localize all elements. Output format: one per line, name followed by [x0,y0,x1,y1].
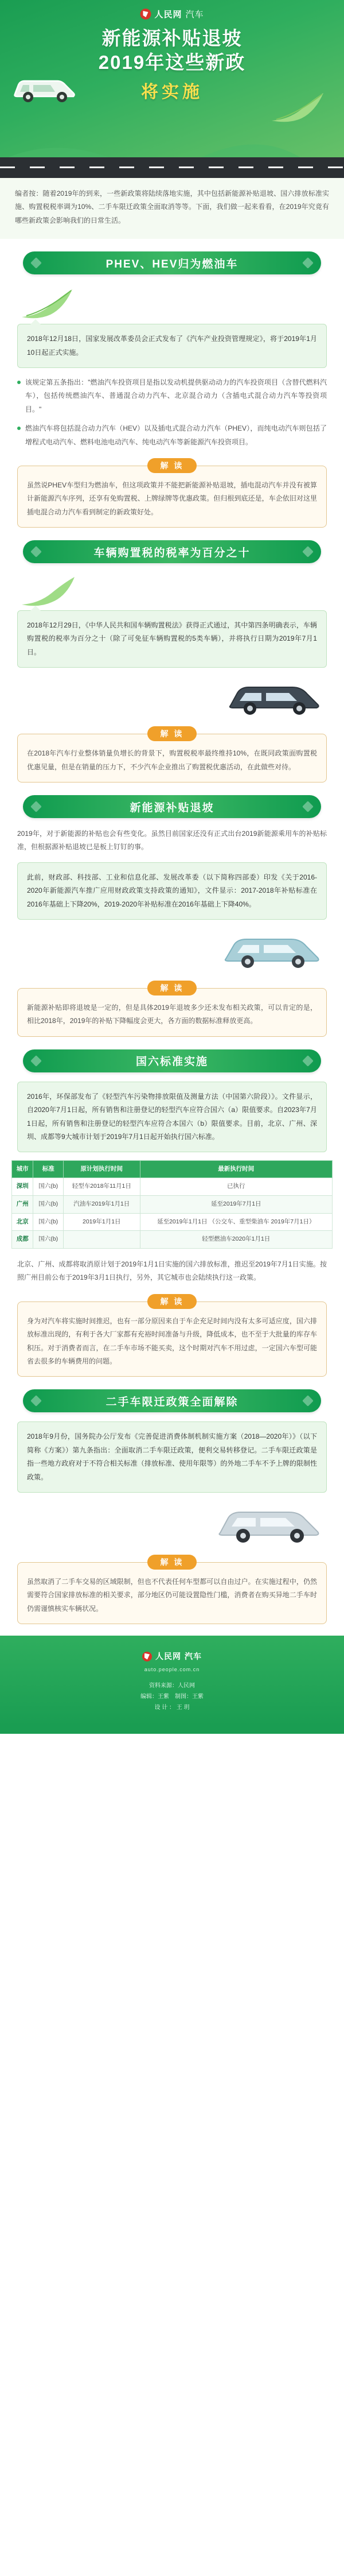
interpretation-guoliu [17,1294,327,1377]
table-row [12,1178,333,1196]
table-cell-standard: 国六(b) [33,1178,64,1196]
page-footer [0,1636,344,1726]
table-header-cell: 原计划执行时间 [63,1161,140,1178]
quote-box-phev: 2018年12月18日，国家发展改革委员会正式发布了《汽车产业投资管理规定》，将于2019年1月10日起正式实施。 [17,324,327,368]
emission-standard-table [11,1160,333,1249]
table-row [12,1231,333,1249]
quote-box-guoliu: 2016年，环保部发布了《轻型汽车污染物排放限值及测量方法（中国第六阶段）》。文件显示，自2020年7月1日起，所有销售和注册登记的轻型汽车应符合国六（a）限值要求。自2023年7月1日起，所有销售和注册登记的轻型汽车应符合本国六（b）限值要求。目前，北京、广州、深圳、成都等9大城市计划于2019年7月1日起开始执行国六标准。 [17,1082,327,1153]
list-item: 该规定第五条指出："燃油汽车投资项目是指以发动机提供驱动动力的汽车投资项目（含替代燃料汽车），包括传统燃油汽车、普通混合动力汽车、北京混合动力（含插电式混合动力汽车等投资项目。" [17,376,327,416]
table-cell-latest-date: 延至2019年7月1日 [140,1195,332,1213]
illustration-row-usedcar [0,1501,344,1545]
table-cell-city: 成都 [12,1231,33,1249]
table-cell-latest-date: 已执行 [140,1178,332,1196]
car-illustration-icon [218,928,327,971]
section-title-usedcar: 二手车限迁政策全面解除 [23,1389,321,1412]
interpretation-usedcar [17,1555,327,1624]
emission-standard-table-wrapper [11,1160,333,1249]
footer-logo-sub: 汽车 [185,1652,202,1661]
table-cell-city: 北京 [12,1213,33,1231]
section-title-purchase-tax: 车辆购置税的税率为百分之十 [23,540,321,563]
bullet-list-phev [17,376,327,449]
table-header-row [12,1161,333,1178]
header-logo [140,8,204,20]
illustration-row-tax-car [0,676,344,717]
interpretation-text: 虽然说PHEV车型归为燃油车，但这项政策并不能把新能源补贴退坡，插电混动汽车并没有被算计新能源汽车序列，还享有免购置税、上牌绿牌等优惠政策。但归根到底还是，车企依旧对这里插电混合动力汽车看到制定的新政策好处。 [17,466,327,528]
quote-box-subsidy: 此前，财政部、科技部、工业和信息化部、发展改革委（以下简称四部委）印发《关于2016-2020年新能源汽车推广应用财政政策支持政策的通知》，文件显示：2017-2018年补贴标准在2016年基础上下降20%，2019-2020年补贴标准在2016年基础上下降40%。 [17,862,327,920]
footer-credits [0,1680,344,1713]
interpretation-label: 解 读 [147,1294,197,1309]
lead-paragraph-subsidy: 2019年，对于新能源的补贴也会有些变化。虽然目前国家还没有正式出台2019新能源乘用车的补贴标准，但根据源补贴退坡已是板上钉钉的事。 [17,830,327,851]
car-illustration-icon [224,676,327,717]
quote-box-purchase-tax: 2018年12月29日，《中华人民共和国车辆购置税法》获得正式通过，其中第四条明确表示，车辆购置税的税率为百分之十（除了可免征车辆购置税的5类车辆），并将执行日期为2019年7月1日。 [17,610,327,668]
table-cell-standard: 国六(b) [33,1195,64,1213]
section-title-phev: PHEV、HEV归为燃油车 [23,251,321,274]
interpretation-label: 解 读 [147,458,197,473]
title-line-1: 新能源补贴退坡 [101,28,243,49]
credit-line: 编辑：王紫 制图：王紫 [140,1694,204,1700]
title-line-2: 2019年这些新政 [98,51,246,73]
interpretation-subsidy [17,981,327,1037]
interpretation-text: 身为对汽车将实施时间推迟，也有一部分原因来自于车企充足时间内没有太多可适应度，国六排放标准出现的，有利于各大厂家都有充裕时间准备与升级，降低成本，也不至于大批量的库存车积压。对于消费者而言，在二手车市场不能买卖，这个时期对汽车不用过虑，一定国六车型可能省去很多的车辆费用的问题。 [17,1301,327,1377]
interpretation-text: 虽然取消了二手车交易的区域限制，但也不代表任何车型都可以自由过户。在实施过程中，仍然需要符合国家排放标准的相关要求，部分地区仍可能设置隐性门槛，消费者在购买异地二手车时仍需谨慎核实车辆状况。 [17,1562,327,1624]
header-road-decoration [0,157,344,178]
interpretation-label: 解 读 [147,1555,197,1570]
footer-logo [0,1651,344,1662]
illustration-row-phev [0,284,344,324]
car-illustration-icon [212,1501,327,1545]
interpretation-purchase-tax [17,726,327,783]
page-title [0,26,344,103]
quote-box-usedcar: 2018年9月份，国务院办公厅发布《完善促进消费体制机制实施方案（2018—2020年）》（以下简称《方案》）第九条指出：全面取消二手车限迁政策，便利交易转移登记。二手车限迁政策是指一些地方政府对于不符合相关标准（排放标准、使用年限等）的外地二手车不予上牌的限制性政策。 [17,1421,327,1493]
paragraph-guoliu: 北京、广州、成都将取消原计划于2019年1月1日实施的国六排放标准，推迟至2019年7月1日实施。按照广州目前公布于2019年3月1日执行，另外，其它城市也会陆续执行这一政策。 [17,1260,327,1282]
interpretation-phev [17,458,327,528]
page-header [0,0,344,178]
table-row [12,1213,333,1231]
people-cn-logo-icon [140,9,151,20]
table-cell-standard: 国六(b) [33,1231,64,1249]
list-item: 燃油汽车将包括混合动力汽车（HEV）以及插电式混合动力汽车（PHEV），而纯电动汽车则包括了增程式电动汽车、燃料电池电动汽车、纯电动汽车等新能源汽车投资项目。 [17,422,327,449]
table-cell-original-date [63,1231,140,1249]
table-header-cell: 最新执行时间 [140,1161,332,1178]
table-cell-latest-date: 轻型燃油车2020年1月1日 [140,1231,332,1249]
interpretation-text: 新能源补贴即将退坡是一定的，但是具体2019年退坡多少还未发布相关政策，可以肯定的是，相比2018年，2019年的补贴下降幅度会更大，各方面的数据标准释放更高。 [17,988,327,1037]
section-title-subsidy: 新能源补贴退坡 [23,795,321,818]
table-cell-original-date: 汽油车2019年1月1日 [63,1195,140,1213]
illustration-row-subsidy-car [0,928,344,971]
table-row [12,1195,333,1213]
table-cell-city: 广州 [12,1195,33,1213]
table-cell-original-date: 轻型车2018年11月1日 [63,1178,140,1196]
table-header-cell: 城市 [12,1161,33,1178]
interpretation-label: 解 读 [147,981,197,995]
table-cell-latest-date: 延至2019年1月1日 （公交车、重型柴油车 2019年7月1日） [140,1213,332,1231]
footer-bottom-band [0,1726,344,1734]
leaf-icon [17,284,80,324]
table-cell-standard: 国六(b) [33,1213,64,1231]
section-title-guoliu: 国六标准实施 [23,1049,321,1072]
editor-note: 编者按：随着2019年的到来，一些新政策将陆续落地实施，其中包括新能源补贴退坡、国六排放标准实施、购置税税率调为10%、二手车限迁政策全面取消等等。下面，我们做一起来看看，在2019年究竟有哪些新政策会影响我们的日常生活。 [0,178,344,239]
credit-line: 资料来源：人民网 [149,1683,195,1690]
people-cn-logo-icon [142,1652,152,1661]
interpretation-text: 在2018年汽车行业整体销量负增长的背景下，购置税税率最终维持10%，在既同政策面购置税优惠见量，但是在销量的压力下，不少汽车企业推出了购置税优惠活动，在此做些对待。 [17,734,327,783]
footer-logo-main: 人民网 [155,1652,181,1661]
header-logo-sub: 汽车 [185,10,204,20]
credit-line: 设 计 ： 王 玥 [154,1705,190,1711]
illustration-row-tax [0,572,344,610]
footer-site-url: auto.people.com.cn [144,1667,200,1673]
title-line-3: 将实施 [141,83,203,102]
interpretation-label: 解 读 [147,726,197,741]
table-cell-original-date: 2019年1月1日 [63,1213,140,1231]
header-logo-main: 人民网 [154,10,182,20]
leaf-icon [17,572,86,610]
table-cell-city: 深圳 [12,1178,33,1196]
table-header-cell: 标准 [33,1161,64,1178]
